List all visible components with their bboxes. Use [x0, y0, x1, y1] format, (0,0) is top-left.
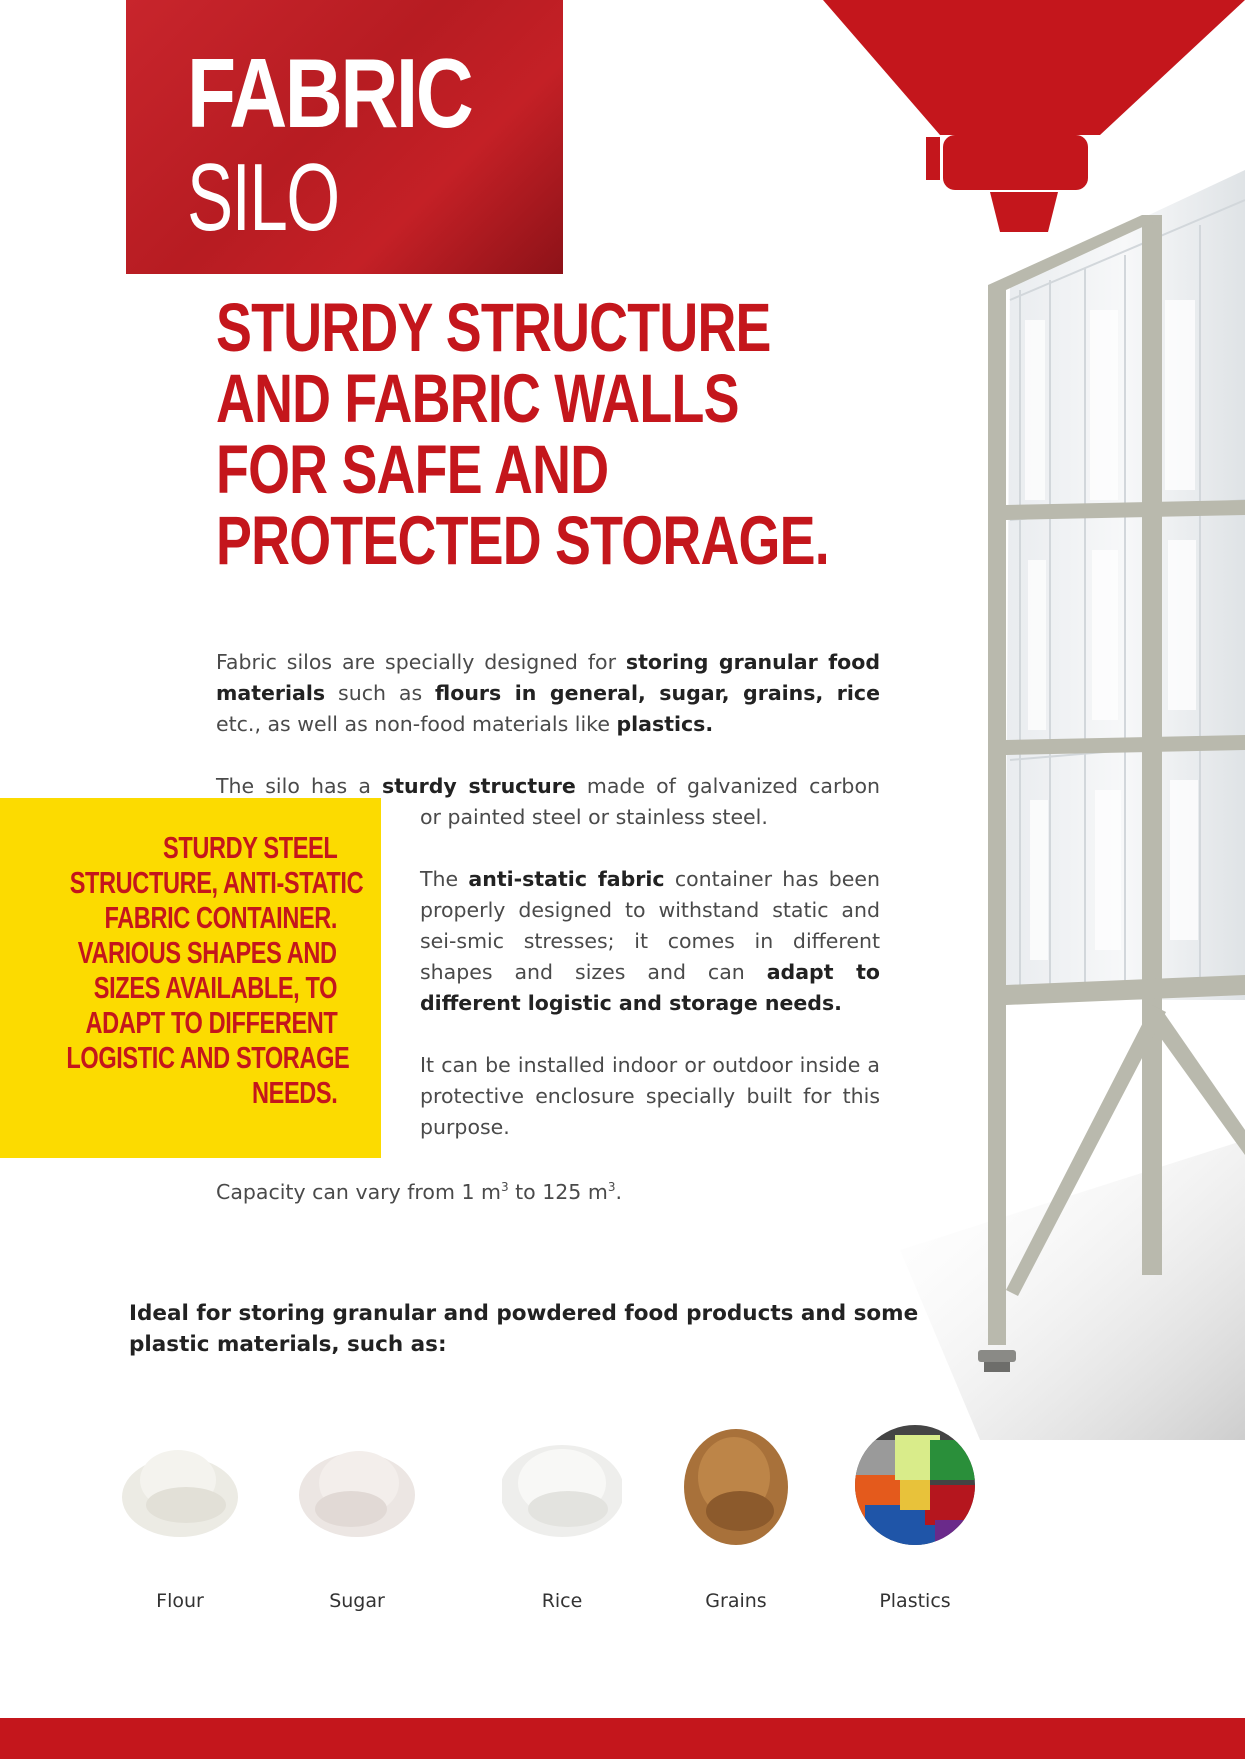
superscript: 3 [607, 1180, 616, 1194]
brand-title-silo: SILO [187, 144, 339, 251]
text-run: container has been properly designed to withstand static and sei-smic stresses; it comes in different shapes and sizes and can [420, 867, 880, 984]
brand-title-fabric: FABRIC [187, 38, 472, 148]
headline [216, 289, 829, 579]
product-sugar [277, 1425, 437, 1612]
headline-line: STURDY STRUCTURE [216, 289, 771, 366]
product-label: Sugar [329, 1590, 385, 1612]
callout-line: LOGISTIC AND STORAGE [66, 1040, 350, 1075]
callout-text [0, 830, 364, 1110]
text-run: such as [325, 681, 436, 705]
product-label: Plastics [879, 1590, 951, 1612]
bold-run: storing granular food materials [216, 650, 880, 705]
text-run: Capacity can vary from 1 m [216, 1179, 501, 1204]
brand-title-box [126, 0, 563, 274]
bold-run: sturdy structure [382, 774, 576, 798]
text-run: Fabric silos are specially designed for [216, 650, 626, 674]
headline-line: PROTECTED STORAGE. [216, 502, 829, 579]
structure-paragraph-cont: or painted steel or stainless steel. [420, 805, 768, 829]
product-rice [482, 1425, 642, 1612]
fabric-paragraph [420, 864, 880, 1019]
text-run: made of galvanized carbon [586, 774, 880, 798]
text-run: . [615, 1179, 623, 1204]
product-label: Grains [705, 1590, 767, 1612]
headline-line: AND FABRIC WALLS [216, 360, 739, 437]
superscript: 3 [500, 1180, 509, 1194]
sugar-image [297, 1425, 417, 1545]
product-label: Rice [541, 1590, 583, 1612]
product-plastics [835, 1425, 995, 1612]
bold-run: flours in general, sugar, grains, rice [435, 681, 880, 705]
product-grains [656, 1425, 816, 1612]
callout-line: STURDY STEEL [162, 830, 337, 865]
installation-paragraph: It can be installed indoor or outdoor inside a protective enclosure specially built for this purpose. [420, 1053, 880, 1139]
callout-box [0, 798, 381, 1158]
text-run: etc., as well as non-food materials like [216, 712, 617, 736]
product-label: Flour [156, 1590, 204, 1612]
callout-line: STRUCTURE, ANTI-STATIC [69, 865, 364, 900]
headline-line: FOR SAFE AND [216, 431, 609, 508]
ideal-for-heading: Ideal for storing granular and powdered food products and some plastic materials, such as: [129, 1301, 919, 1357]
bold-run: anti-static fabric [468, 867, 665, 891]
plastics-image [855, 1425, 975, 1545]
text-run: The silo has a [216, 774, 382, 798]
grains-image [676, 1425, 796, 1545]
bold-run: adapt to different logistic and storage needs. [420, 960, 880, 1015]
callout-line: VARIOUS SHAPES AND [78, 935, 337, 970]
capacity-paragraph [216, 1172, 880, 1208]
bold-run: plastics. [616, 712, 714, 736]
text-run: The [420, 867, 469, 891]
intro-paragraph [216, 647, 880, 740]
text-run: to 125 m [508, 1179, 608, 1204]
flour-image [120, 1425, 240, 1545]
product-flour [100, 1425, 260, 1612]
rice-image [502, 1425, 622, 1545]
callout-line: NEEDS. [251, 1075, 337, 1110]
callout-line: SIZES AVAILABLE, TO [93, 970, 337, 1005]
callout-line: ADAPT TO DIFFERENT [85, 1005, 337, 1040]
footer-bar [0, 1718, 1245, 1759]
callout-line: FABRIC CONTAINER. [104, 900, 337, 935]
